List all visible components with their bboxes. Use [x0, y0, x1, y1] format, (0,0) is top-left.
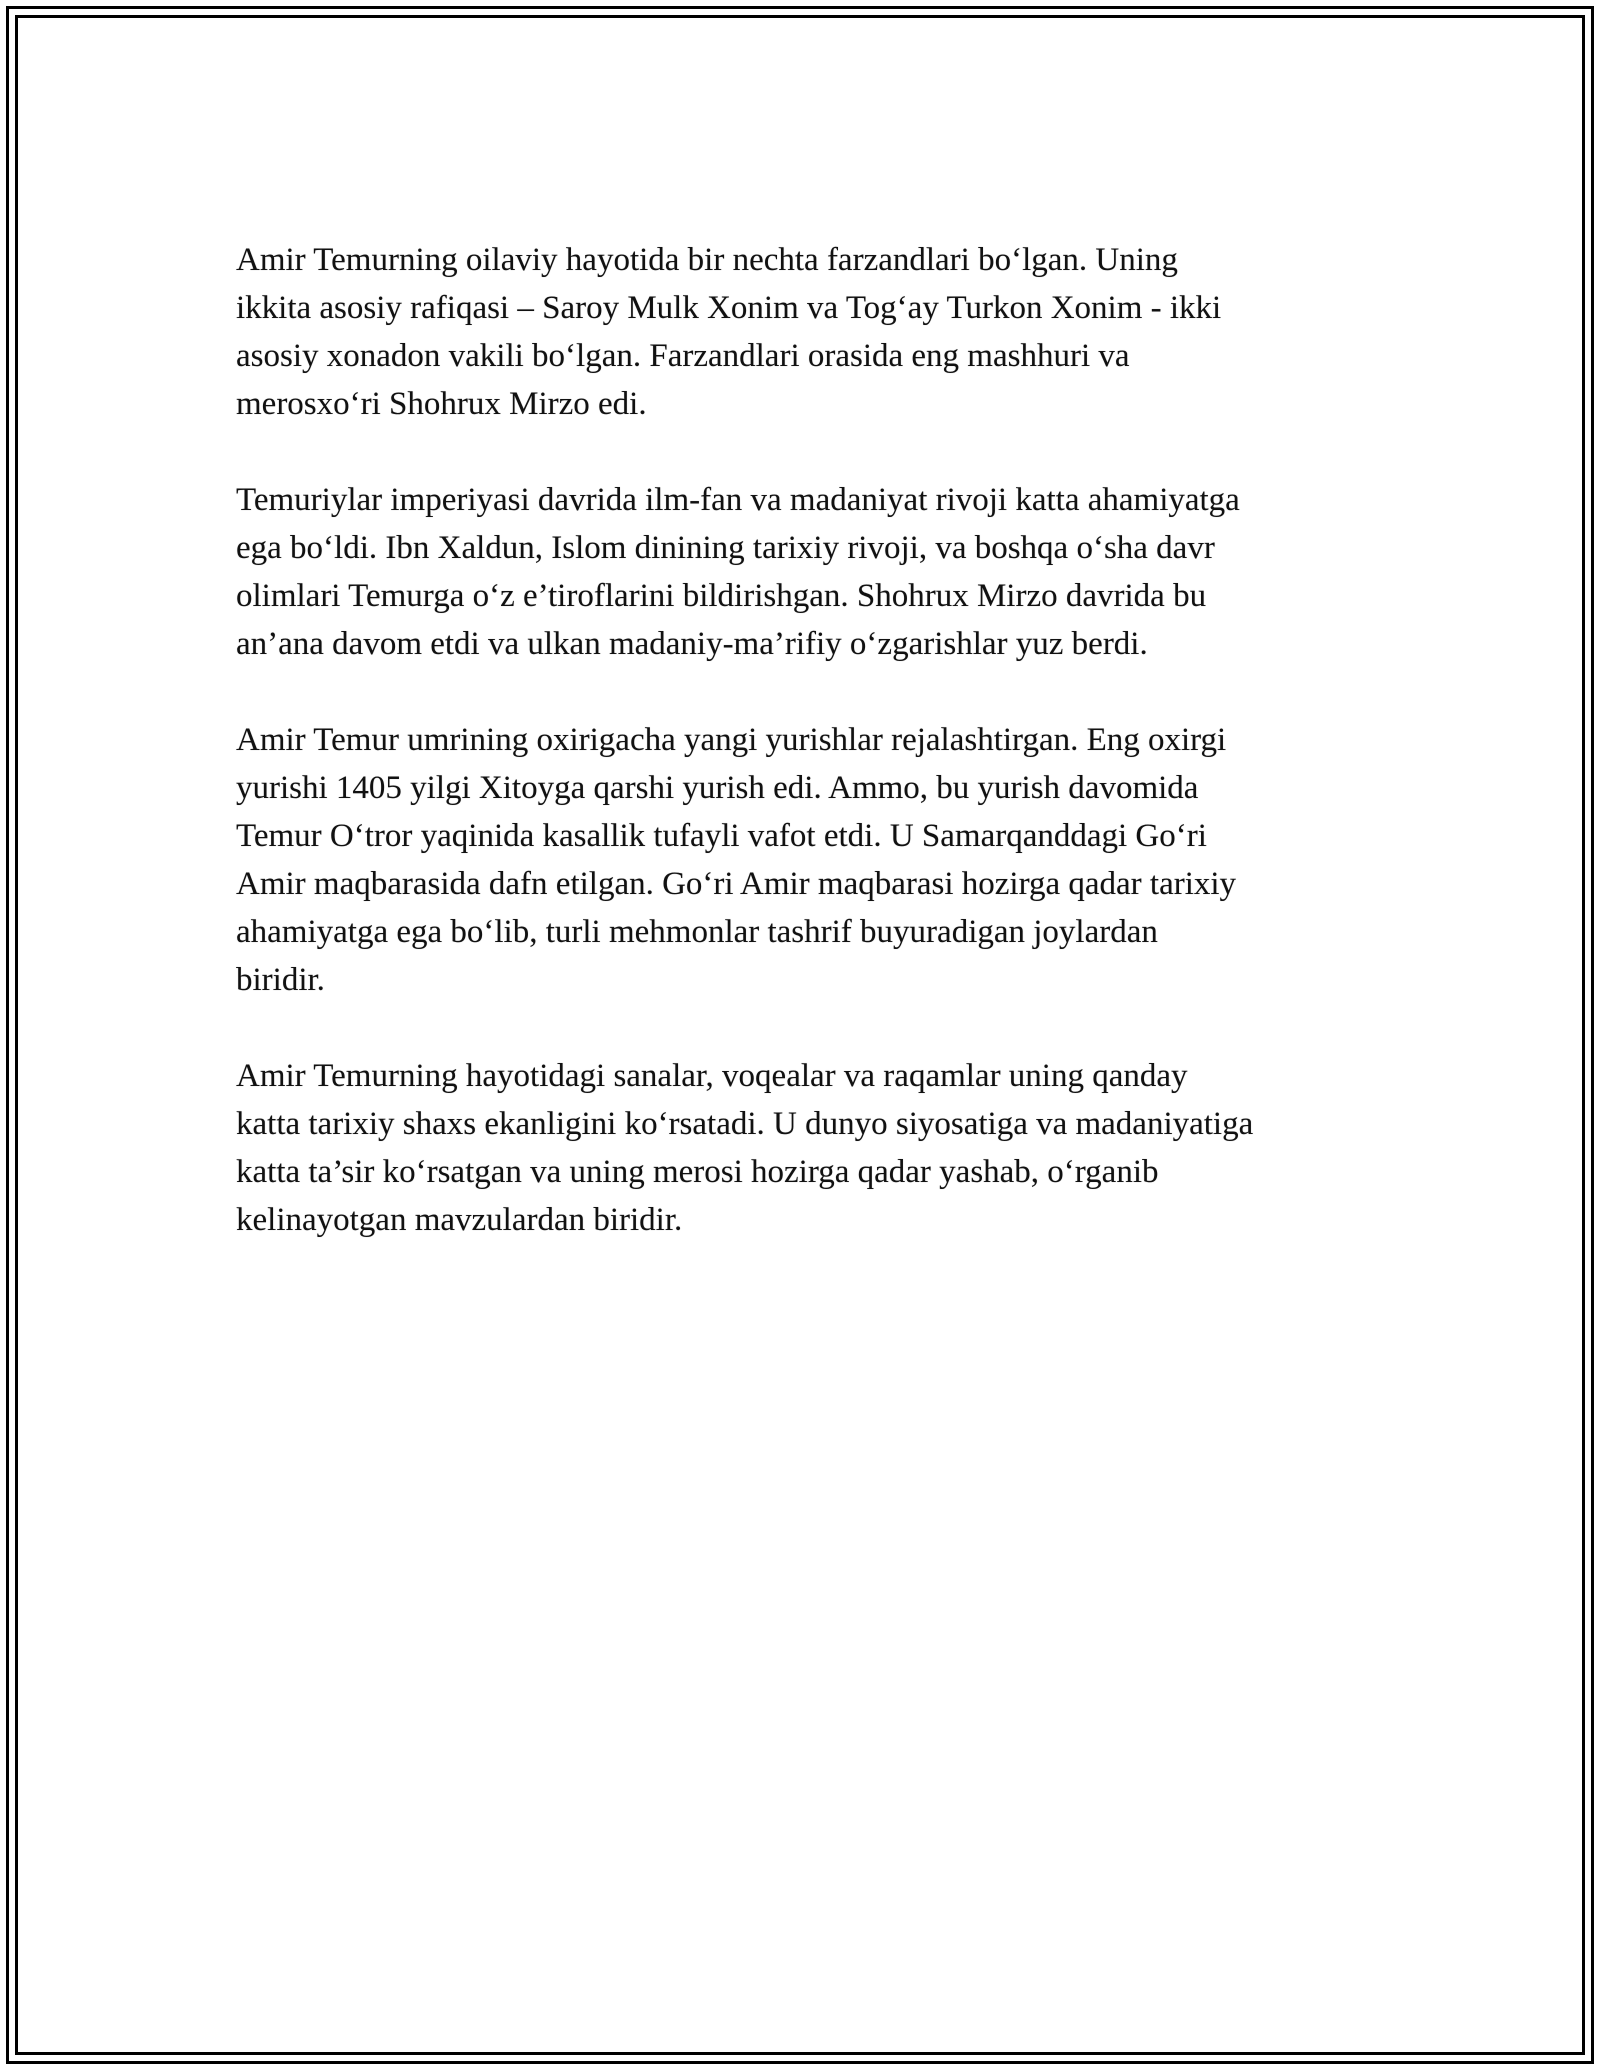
paragraph-science-culture	[236, 476, 1376, 668]
text-line: Amir Temur umrining oxirigacha yangi yurishlar rejalashtirgan. Eng oxirgi	[236, 722, 1227, 758]
text-line: ega bo‘ldi. Ibn Xaldun, Islom dinining tarixiy rivoji, va boshqa o‘sha davr	[236, 530, 1215, 566]
paragraph-legacy	[236, 1052, 1376, 1244]
text-line: katta ta’sir ko‘rsatgan va uning merosi hozirga qadar yashab, o‘rganib	[236, 1154, 1159, 1190]
text-line: an’ana davom etdi va ulkan madaniy-ma’rifiy o‘zgarishlar yuz berdi.	[236, 626, 1148, 662]
text-line: Amir Temurning hayotidagi sanalar, voqealar va raqamlar uning qanday	[236, 1058, 1188, 1094]
text-line: Temur O‘tror yaqinida kasallik tufayli vafot etdi. U Samarqanddagi Go‘ri	[236, 818, 1207, 854]
document-body	[236, 236, 1376, 1292]
text-line: kelinayotgan mavzulardan biridir.	[236, 1202, 683, 1238]
paragraph-last-campaign	[236, 716, 1376, 1004]
text-line: Amir Temurning oilaviy hayotida bir nechta farzandlari bo‘lgan. Uning	[236, 242, 1178, 278]
text-line: olimlari Temurga o‘z e’tiroflarini bildirishgan. Shohrux Mirzo davrida bu	[236, 578, 1207, 614]
text-line: merosxo‘ri Shohrux Mirzo edi.	[236, 386, 647, 422]
text-line: Temuriylar imperiyasi davrida ilm-fan va madaniyat rivoji katta ahamiyatga	[236, 482, 1240, 518]
text-line: ahamiyatga ega bo‘lib, turli mehmonlar tashrif buyuradigan joylardan	[236, 914, 1158, 950]
text-line: biridir.	[236, 962, 325, 998]
text-line: Amir maqbarasida dafn etilgan. Go‘ri Amir maqbarasi hozirga qadar tarixiy	[236, 866, 1237, 902]
text-line: asosiy xonadon vakili bo‘lgan. Farzandlari orasida eng mashhuri va	[236, 338, 1130, 374]
text-line: ikkita asosiy rafiqasi – Saroy Mulk Xonim va Tog‘ay Turkon Xonim - ikki	[236, 290, 1222, 326]
paragraph-family	[236, 236, 1376, 428]
text-line: katta tarixiy shaxs ekanligini ko‘rsatadi. U dunyo siyosatiga va madaniyatiga	[236, 1106, 1254, 1142]
text-line: yurishi 1405 yilgi Xitoyga qarshi yurish edi. Ammo, bu yurish davomida	[236, 770, 1199, 806]
